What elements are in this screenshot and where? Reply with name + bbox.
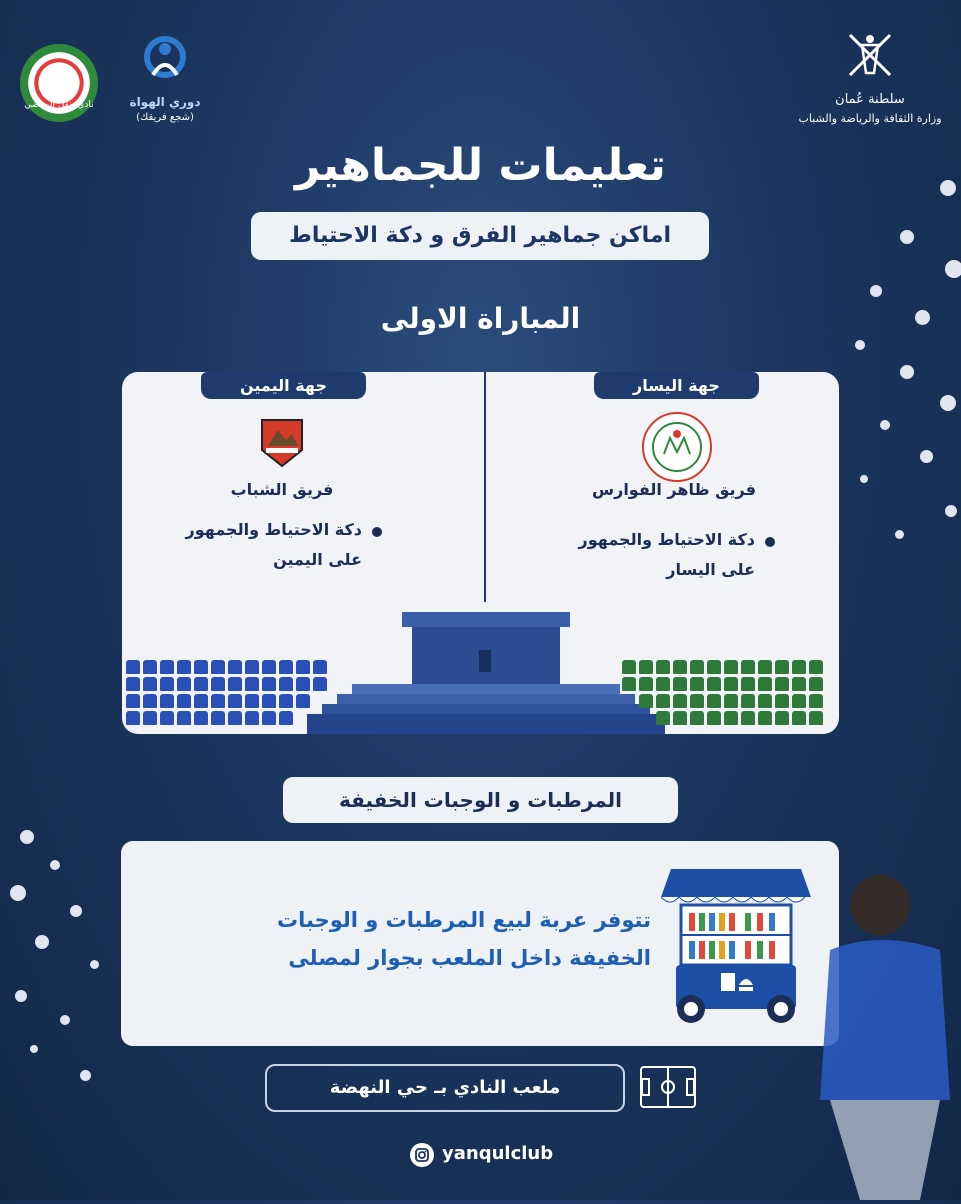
- stadium-field-icon: [640, 1066, 696, 1108]
- stage-roof: [402, 612, 570, 627]
- left-side-tag: جهة اليمين: [201, 372, 366, 399]
- venue-box: ملعب النادي بـ حي النهضة: [265, 1064, 625, 1112]
- food-text: [141, 901, 651, 977]
- left-bullet-icon: [372, 527, 382, 537]
- club-logo-text: نادي ينقل الرياضي: [24, 100, 94, 110]
- food-card: [121, 841, 839, 1046]
- subtitle-pill: اماكن جماهير الفرق و دكة الاحتياط: [251, 212, 709, 260]
- right-team-name: فريق ظاهر الفوارس: [592, 480, 756, 499]
- right-info-line1: دكة الاحتياط والجمهور: [578, 530, 755, 549]
- card-divider: [484, 372, 486, 602]
- dhahir-team-logo: [642, 412, 712, 482]
- ministry-line1: سلطنة عُمان: [835, 92, 905, 107]
- stage-step-3: [322, 704, 650, 714]
- left-info-line2: على اليمين: [273, 550, 362, 569]
- league-logo: [135, 35, 195, 90]
- podium-icon: [479, 650, 491, 672]
- match-label: المباراة الاولى: [380, 302, 581, 335]
- ministry-line2: وزارة الثقافة والرياضة والشباب: [798, 112, 942, 125]
- instagram-icon: [410, 1143, 434, 1167]
- league-name: دوري الهواة: [129, 95, 201, 109]
- stage-step-1: [352, 684, 620, 694]
- player-image: [790, 850, 961, 1200]
- page-title: تعليمات للجماهير: [295, 140, 666, 191]
- left-info-line1: دكة الاحتياط والجمهور: [185, 520, 362, 539]
- food-cart-icon: [661, 869, 811, 1029]
- right-info-line2: على اليسار: [666, 560, 755, 579]
- seating-card: [122, 372, 839, 734]
- right-bullet-icon: [765, 537, 775, 547]
- ministry-emblem-icon: [840, 25, 900, 85]
- right-info: [545, 525, 755, 585]
- right-side-tag: جهة اليسار: [594, 372, 759, 399]
- club-logo: [20, 44, 98, 122]
- instagram-handle[interactable]: yanqulclub: [442, 1143, 554, 1164]
- food-section-title: المرطبات و الوجبات الخفيفة: [283, 777, 678, 823]
- food-line1: تتوفر عربة لبيع المرطبات و الوجبات: [277, 908, 651, 932]
- left-team-name: فريق الشباب: [230, 480, 334, 499]
- food-line2: الخفيفة داخل الملعب بجوار لمصلى: [288, 946, 651, 970]
- stage-step-2: [337, 694, 635, 704]
- left-info: [152, 515, 362, 575]
- stage-base: [307, 714, 665, 734]
- league-slogan: (شجع فريقك): [136, 112, 194, 123]
- shabab-team-logo: [258, 416, 306, 468]
